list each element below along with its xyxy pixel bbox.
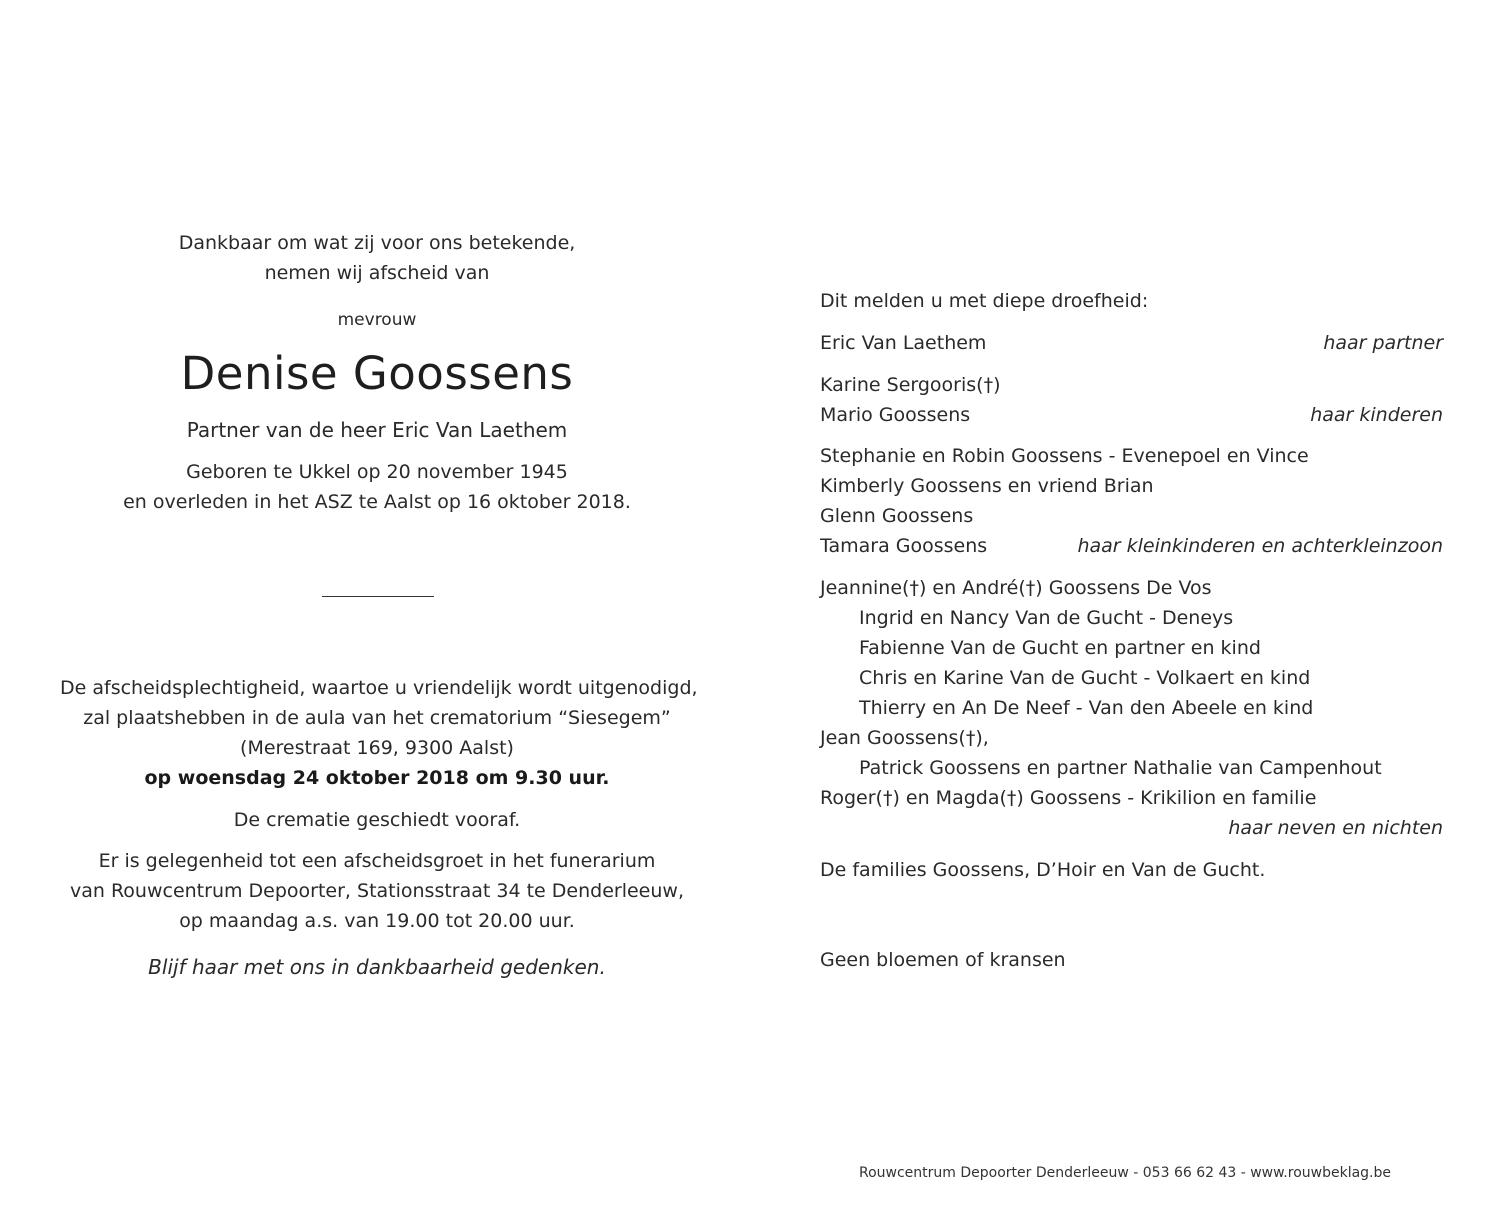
grandchild-4: Tamara Goossens xyxy=(820,535,988,557)
ceremony-line-3: (Merestraat 169, 9300 Aalst) xyxy=(240,737,514,759)
visit-line-3: op maandag a.s. van 19.00 tot 20.00 uur. xyxy=(179,910,575,932)
closing-line: Blijf haar met ons in dankbaarheid gedenken. xyxy=(148,955,606,979)
partner-name: Eric Van Laethem xyxy=(820,332,987,354)
died-line: en overleden in het ASZ te Aalst op 16 oktober 2018. xyxy=(123,491,631,513)
grandchildren-relation: haar kleinkinderen en achterkleinzoon xyxy=(1077,535,1443,557)
announcement-header: Dit melden u met diepe droefheid: xyxy=(820,290,1149,312)
child-2: Mario Goossens xyxy=(820,404,971,426)
partner-line: Partner van de heer Eric Van Laethem xyxy=(186,418,568,442)
intro-line-2: nemen wij afscheid van xyxy=(264,262,490,284)
deceased-name: Denise Goossens xyxy=(180,347,574,400)
family-8: Roger(†) en Magda(†) Goossens - Krikilion en familie xyxy=(820,787,1317,809)
intro-line-1: Dankbaar om wat zij voor ons betekende, xyxy=(178,232,576,254)
divider-line xyxy=(322,596,434,597)
children-relation: haar kinderen xyxy=(1310,404,1443,426)
family-3: Fabienne Van de Gucht en partner en kind xyxy=(859,637,1261,659)
grandchild-2: Kimberly Goossens en vriend Brian xyxy=(820,475,1154,497)
grandchild-1: Stephanie en Robin Goossens - Evenepoel en Vince xyxy=(820,445,1309,467)
no-flowers: Geen bloemen of kransen xyxy=(820,949,1066,971)
grandchild-3: Glenn Goossens xyxy=(820,505,974,527)
families-line: De families Goossens, D’Hoir en Van de Gucht. xyxy=(820,859,1266,881)
ceremony-line-1: De afscheidsplechtigheid, waartoe u vriendelijk wordt uitgenodigd, xyxy=(60,677,698,699)
born-line: Geboren te Ukkel op 20 november 1945 xyxy=(186,461,568,483)
visit-line-2: van Rouwcentrum Depoorter, Stationsstraat 34 te Denderleeuw, xyxy=(69,880,684,902)
family-5: Thierry en An De Neef - Van den Abeele en kind xyxy=(859,697,1314,719)
family-2: Ingrid en Nancy Van de Gucht - Deneys xyxy=(859,607,1234,629)
visit-line-1: Er is gelegenheid tot een afscheidsgroet in het funerarium xyxy=(98,850,656,872)
family-7: Patrick Goossens en partner Nathalie van Campenhout xyxy=(859,757,1382,779)
honorific: mevrouw xyxy=(337,310,417,330)
cremation-note: De crematie geschiedt vooraf. xyxy=(233,809,521,831)
ceremony-date: op woensdag 24 oktober 2018 om 9.30 uur. xyxy=(144,767,610,789)
family-1: Jeannine(†) en André(†) Goossens De Vos xyxy=(820,577,1212,599)
footer-contact: Rouwcentrum Depoorter Denderleeuw - 053 66 62 43 - www.rouwbeklag.be xyxy=(859,1165,1391,1181)
child-1: Karine Sergooris(†) xyxy=(820,374,1001,396)
family-relation: haar neven en nichten xyxy=(1228,817,1443,839)
ceremony-line-2: zal plaatshebben in de aula van het crematorium “Siesegem” xyxy=(83,707,671,729)
family-4: Chris en Karine Van de Gucht - Volkaert en kind xyxy=(859,667,1311,689)
partner-relation: haar partner xyxy=(1323,332,1443,354)
family-6: Jean Goossens(†), xyxy=(820,727,989,749)
